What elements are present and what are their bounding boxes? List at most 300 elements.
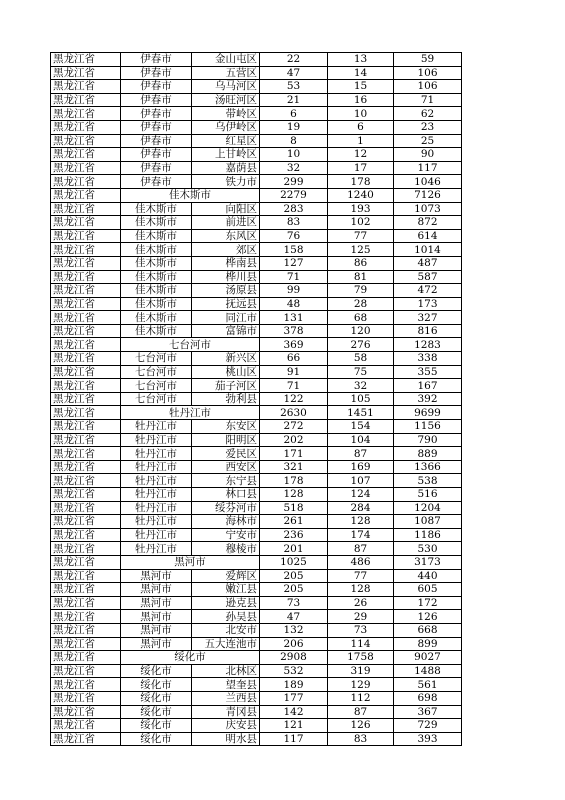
value-cell-1: 142 bbox=[260, 705, 328, 719]
value-cell-2: 125 bbox=[328, 243, 394, 257]
province-cell: 黑龙江省 bbox=[51, 216, 121, 230]
city-cell: 佳木斯市 bbox=[121, 202, 192, 216]
table-row bbox=[51, 270, 462, 284]
value-cell-2: 32 bbox=[328, 379, 394, 393]
city-cell: 七台河市 bbox=[121, 365, 192, 379]
value-cell-2: 120 bbox=[328, 324, 394, 338]
province-cell: 黑龙江省 bbox=[51, 610, 121, 624]
city-cell: 伊春市 bbox=[121, 107, 192, 121]
value-cell-2: 174 bbox=[328, 528, 394, 542]
city-total-cell: 黑河市 bbox=[121, 555, 260, 569]
district-cell: 孙吴县 bbox=[192, 610, 260, 624]
city-cell: 黑河市 bbox=[121, 637, 192, 651]
value-cell-3: 23 bbox=[394, 120, 462, 134]
value-cell-3: 71 bbox=[394, 93, 462, 107]
province-cell: 黑龙江省 bbox=[51, 324, 121, 338]
table-body bbox=[51, 53, 462, 746]
province-cell: 黑龙江省 bbox=[51, 488, 121, 502]
table-row bbox=[51, 379, 462, 393]
table-row bbox=[51, 501, 462, 515]
province-cell: 黑龙江省 bbox=[51, 433, 121, 447]
city-total-row bbox=[51, 406, 462, 420]
district-cell: 爱辉区 bbox=[192, 569, 260, 583]
city-cell: 黑河市 bbox=[121, 596, 192, 610]
value-cell-1: 261 bbox=[260, 515, 328, 529]
province-cell: 黑龙江省 bbox=[51, 474, 121, 488]
district-cell: 嘉荫县 bbox=[192, 161, 260, 175]
value-cell-3: 117 bbox=[394, 161, 462, 175]
value-cell-1: 19 bbox=[260, 120, 328, 134]
table-row bbox=[51, 66, 462, 80]
city-total-row bbox=[51, 651, 462, 665]
value-cell-3: 729 bbox=[394, 719, 462, 733]
value-cell-3: 90 bbox=[394, 148, 462, 162]
value-cell-2: 107 bbox=[328, 474, 394, 488]
value-cell-3: 561 bbox=[394, 678, 462, 692]
value-cell-1: 21 bbox=[260, 93, 328, 107]
table-row bbox=[51, 324, 462, 338]
city-cell: 黑河市 bbox=[121, 610, 192, 624]
province-cell: 黑龙江省 bbox=[51, 365, 121, 379]
city-cell: 绥化市 bbox=[121, 705, 192, 719]
value-cell-2: 169 bbox=[328, 460, 394, 474]
value-cell-2: 124 bbox=[328, 488, 394, 502]
district-cell: 明水县 bbox=[192, 732, 260, 746]
value-cell-2: 87 bbox=[328, 542, 394, 556]
value-cell-3: 605 bbox=[394, 583, 462, 597]
value-cell-2: 1451 bbox=[328, 406, 394, 420]
province-cell: 黑龙江省 bbox=[51, 175, 121, 189]
value-cell-1: 47 bbox=[260, 66, 328, 80]
value-cell-1: 202 bbox=[260, 433, 328, 447]
table-row bbox=[51, 93, 462, 107]
city-cell: 佳木斯市 bbox=[121, 256, 192, 270]
value-cell-1: 53 bbox=[260, 80, 328, 94]
district-cell: 望奎县 bbox=[192, 678, 260, 692]
value-cell-1: 2630 bbox=[260, 406, 328, 420]
province-cell: 黑龙江省 bbox=[51, 583, 121, 597]
city-cell: 伊春市 bbox=[121, 93, 192, 107]
table-row bbox=[51, 664, 462, 678]
district-cell: 穆棱市 bbox=[192, 542, 260, 556]
value-cell-1: 76 bbox=[260, 229, 328, 243]
value-cell-2: 178 bbox=[328, 175, 394, 189]
table-row bbox=[51, 420, 462, 434]
district-cell: 乌马河区 bbox=[192, 80, 260, 94]
province-cell: 黑龙江省 bbox=[51, 651, 121, 665]
value-cell-1: 73 bbox=[260, 596, 328, 610]
value-cell-2: 1240 bbox=[328, 188, 394, 202]
district-cell: 桃山区 bbox=[192, 365, 260, 379]
district-cell: 汤旺河区 bbox=[192, 93, 260, 107]
city-total-cell: 七台河市 bbox=[121, 338, 260, 352]
data-table bbox=[50, 52, 462, 746]
value-cell-1: 171 bbox=[260, 447, 328, 461]
value-cell-3: 1156 bbox=[394, 420, 462, 434]
city-cell: 黑河市 bbox=[121, 569, 192, 583]
value-cell-3: 106 bbox=[394, 80, 462, 94]
value-cell-3: 1014 bbox=[394, 243, 462, 257]
city-cell: 绥化市 bbox=[121, 719, 192, 733]
district-cell: 铁力市 bbox=[192, 175, 260, 189]
district-cell: 五营区 bbox=[192, 66, 260, 80]
table-row bbox=[51, 392, 462, 406]
district-cell: 阳明区 bbox=[192, 433, 260, 447]
value-cell-1: 127 bbox=[260, 256, 328, 270]
value-cell-1: 32 bbox=[260, 161, 328, 175]
province-cell: 黑龙江省 bbox=[51, 623, 121, 637]
value-cell-3: 472 bbox=[394, 284, 462, 298]
district-cell: 同江市 bbox=[192, 311, 260, 325]
value-cell-1: 532 bbox=[260, 664, 328, 678]
value-cell-2: 276 bbox=[328, 338, 394, 352]
city-cell: 黑河市 bbox=[121, 583, 192, 597]
value-cell-3: 872 bbox=[394, 216, 462, 230]
value-cell-3: 538 bbox=[394, 474, 462, 488]
value-cell-3: 516 bbox=[394, 488, 462, 502]
city-cell: 牡丹江市 bbox=[121, 420, 192, 434]
value-cell-3: 62 bbox=[394, 107, 462, 121]
city-total-cell: 牡丹江市 bbox=[121, 406, 260, 420]
value-cell-1: 178 bbox=[260, 474, 328, 488]
district-cell: 兰西县 bbox=[192, 691, 260, 705]
value-cell-2: 15 bbox=[328, 80, 394, 94]
district-cell: 海林市 bbox=[192, 515, 260, 529]
value-cell-3: 355 bbox=[394, 365, 462, 379]
province-cell: 黑龙江省 bbox=[51, 120, 121, 134]
value-cell-1: 99 bbox=[260, 284, 328, 298]
district-cell: 富锦市 bbox=[192, 324, 260, 338]
city-cell: 佳木斯市 bbox=[121, 270, 192, 284]
table-row bbox=[51, 623, 462, 637]
province-cell: 黑龙江省 bbox=[51, 569, 121, 583]
value-cell-3: 487 bbox=[394, 256, 462, 270]
district-cell: 北林区 bbox=[192, 664, 260, 678]
table-row bbox=[51, 352, 462, 366]
city-cell: 绥化市 bbox=[121, 664, 192, 678]
province-cell: 黑龙江省 bbox=[51, 202, 121, 216]
value-cell-1: 131 bbox=[260, 311, 328, 325]
table-row bbox=[51, 637, 462, 651]
value-cell-3: 440 bbox=[394, 569, 462, 583]
city-cell: 伊春市 bbox=[121, 161, 192, 175]
province-cell: 黑龙江省 bbox=[51, 352, 121, 366]
value-cell-2: 193 bbox=[328, 202, 394, 216]
city-total-row bbox=[51, 338, 462, 352]
city-cell: 牡丹江市 bbox=[121, 528, 192, 542]
province-cell: 黑龙江省 bbox=[51, 134, 121, 148]
value-cell-2: 26 bbox=[328, 596, 394, 610]
province-cell: 黑龙江省 bbox=[51, 66, 121, 80]
value-cell-1: 177 bbox=[260, 691, 328, 705]
province-cell: 黑龙江省 bbox=[51, 447, 121, 461]
value-cell-1: 189 bbox=[260, 678, 328, 692]
province-cell: 黑龙江省 bbox=[51, 664, 121, 678]
province-cell: 黑龙江省 bbox=[51, 555, 121, 569]
table-row bbox=[51, 596, 462, 610]
district-cell: 逊克县 bbox=[192, 596, 260, 610]
province-cell: 黑龙江省 bbox=[51, 379, 121, 393]
province-cell: 黑龙江省 bbox=[51, 596, 121, 610]
city-cell: 牡丹江市 bbox=[121, 474, 192, 488]
value-cell-2: 87 bbox=[328, 447, 394, 461]
city-cell: 佳木斯市 bbox=[121, 297, 192, 311]
value-cell-1: 66 bbox=[260, 352, 328, 366]
value-cell-2: 79 bbox=[328, 284, 394, 298]
district-cell: 庆安县 bbox=[192, 719, 260, 733]
value-cell-1: 158 bbox=[260, 243, 328, 257]
province-cell: 黑龙江省 bbox=[51, 311, 121, 325]
table-row bbox=[51, 148, 462, 162]
value-cell-1: 8 bbox=[260, 134, 328, 148]
value-cell-2: 87 bbox=[328, 705, 394, 719]
value-cell-1: 22 bbox=[260, 53, 328, 67]
district-cell: 五大连池市 bbox=[192, 637, 260, 651]
value-cell-3: 59 bbox=[394, 53, 462, 67]
value-cell-1: 83 bbox=[260, 216, 328, 230]
value-cell-2: 1 bbox=[328, 134, 394, 148]
value-cell-2: 10 bbox=[328, 107, 394, 121]
district-cell: 桦南县 bbox=[192, 256, 260, 270]
value-cell-3: 790 bbox=[394, 433, 462, 447]
value-cell-1: 121 bbox=[260, 719, 328, 733]
value-cell-1: 236 bbox=[260, 528, 328, 542]
district-cell: 新兴区 bbox=[192, 352, 260, 366]
value-cell-2: 154 bbox=[328, 420, 394, 434]
value-cell-3: 614 bbox=[394, 229, 462, 243]
city-cell: 伊春市 bbox=[121, 66, 192, 80]
province-cell: 黑龙江省 bbox=[51, 392, 121, 406]
value-cell-2: 13 bbox=[328, 53, 394, 67]
value-cell-2: 68 bbox=[328, 311, 394, 325]
city-cell: 绥化市 bbox=[121, 678, 192, 692]
province-cell: 黑龙江省 bbox=[51, 53, 121, 67]
value-cell-3: 392 bbox=[394, 392, 462, 406]
value-cell-2: 128 bbox=[328, 583, 394, 597]
table-row bbox=[51, 53, 462, 67]
value-cell-1: 117 bbox=[260, 732, 328, 746]
city-cell: 伊春市 bbox=[121, 120, 192, 134]
province-cell: 黑龙江省 bbox=[51, 637, 121, 651]
value-cell-2: 28 bbox=[328, 297, 394, 311]
value-cell-2: 319 bbox=[328, 664, 394, 678]
district-cell: 汤原县 bbox=[192, 284, 260, 298]
value-cell-2: 129 bbox=[328, 678, 394, 692]
table-row bbox=[51, 256, 462, 270]
value-cell-2: 73 bbox=[328, 623, 394, 637]
province-cell: 黑龙江省 bbox=[51, 678, 121, 692]
province-cell: 黑龙江省 bbox=[51, 691, 121, 705]
city-cell: 佳木斯市 bbox=[121, 243, 192, 257]
table-row bbox=[51, 120, 462, 134]
table-row bbox=[51, 80, 462, 94]
table-row bbox=[51, 569, 462, 583]
table-row bbox=[51, 216, 462, 230]
table-row bbox=[51, 175, 462, 189]
value-cell-3: 7126 bbox=[394, 188, 462, 202]
district-cell: 郊区 bbox=[192, 243, 260, 257]
value-cell-2: 126 bbox=[328, 719, 394, 733]
table-row bbox=[51, 515, 462, 529]
value-cell-3: 816 bbox=[394, 324, 462, 338]
table-row bbox=[51, 243, 462, 257]
city-cell: 佳木斯市 bbox=[121, 216, 192, 230]
value-cell-3: 1073 bbox=[394, 202, 462, 216]
value-cell-1: 518 bbox=[260, 501, 328, 515]
table-row bbox=[51, 610, 462, 624]
district-cell: 西安区 bbox=[192, 460, 260, 474]
table-row bbox=[51, 134, 462, 148]
value-cell-3: 668 bbox=[394, 623, 462, 637]
city-cell: 黑河市 bbox=[121, 623, 192, 637]
value-cell-2: 112 bbox=[328, 691, 394, 705]
province-cell: 黑龙江省 bbox=[51, 243, 121, 257]
city-total-cell: 佳木斯市 bbox=[121, 188, 260, 202]
value-cell-1: 128 bbox=[260, 488, 328, 502]
city-total-cell: 绥化市 bbox=[121, 651, 260, 665]
province-cell: 黑龙江省 bbox=[51, 420, 121, 434]
value-cell-2: 14 bbox=[328, 66, 394, 80]
table-row bbox=[51, 202, 462, 216]
district-cell: 桦川县 bbox=[192, 270, 260, 284]
value-cell-3: 1204 bbox=[394, 501, 462, 515]
district-cell: 上甘岭区 bbox=[192, 148, 260, 162]
table-row bbox=[51, 719, 462, 733]
value-cell-3: 167 bbox=[394, 379, 462, 393]
province-cell: 黑龙江省 bbox=[51, 460, 121, 474]
city-cell: 七台河市 bbox=[121, 392, 192, 406]
city-cell: 牡丹江市 bbox=[121, 542, 192, 556]
province-cell: 黑龙江省 bbox=[51, 256, 121, 270]
value-cell-3: 126 bbox=[394, 610, 462, 624]
value-cell-1: 6 bbox=[260, 107, 328, 121]
value-cell-3: 393 bbox=[394, 732, 462, 746]
district-cell: 金山屯区 bbox=[192, 53, 260, 67]
value-cell-1: 378 bbox=[260, 324, 328, 338]
district-cell: 抚远县 bbox=[192, 297, 260, 311]
value-cell-1: 283 bbox=[260, 202, 328, 216]
value-cell-1: 71 bbox=[260, 379, 328, 393]
value-cell-2: 77 bbox=[328, 569, 394, 583]
district-cell: 爱民区 bbox=[192, 447, 260, 461]
district-cell: 乌伊岭区 bbox=[192, 120, 260, 134]
value-cell-1: 48 bbox=[260, 297, 328, 311]
province-cell: 黑龙江省 bbox=[51, 188, 121, 202]
value-cell-3: 172 bbox=[394, 596, 462, 610]
value-cell-3: 367 bbox=[394, 705, 462, 719]
value-cell-1: 205 bbox=[260, 569, 328, 583]
value-cell-2: 102 bbox=[328, 216, 394, 230]
value-cell-2: 81 bbox=[328, 270, 394, 284]
value-cell-3: 173 bbox=[394, 297, 462, 311]
city-cell: 伊春市 bbox=[121, 148, 192, 162]
city-total-row bbox=[51, 555, 462, 569]
table-row bbox=[51, 311, 462, 325]
district-cell: 绥芬河市 bbox=[192, 501, 260, 515]
province-cell: 黑龙江省 bbox=[51, 161, 121, 175]
value-cell-1: 321 bbox=[260, 460, 328, 474]
table-row bbox=[51, 583, 462, 597]
value-cell-2: 128 bbox=[328, 515, 394, 529]
district-cell: 前进区 bbox=[192, 216, 260, 230]
province-cell: 黑龙江省 bbox=[51, 542, 121, 556]
province-cell: 黑龙江省 bbox=[51, 229, 121, 243]
district-cell: 林口县 bbox=[192, 488, 260, 502]
city-cell: 佳木斯市 bbox=[121, 324, 192, 338]
value-cell-1: 369 bbox=[260, 338, 328, 352]
value-cell-3: 899 bbox=[394, 637, 462, 651]
value-cell-3: 9027 bbox=[394, 651, 462, 665]
value-cell-1: 71 bbox=[260, 270, 328, 284]
table-row bbox=[51, 732, 462, 746]
province-cell: 黑龙江省 bbox=[51, 719, 121, 733]
city-cell: 绥化市 bbox=[121, 732, 192, 746]
value-cell-2: 12 bbox=[328, 148, 394, 162]
value-cell-1: 201 bbox=[260, 542, 328, 556]
value-cell-2: 17 bbox=[328, 161, 394, 175]
city-cell: 七台河市 bbox=[121, 352, 192, 366]
value-cell-2: 77 bbox=[328, 229, 394, 243]
value-cell-3: 9699 bbox=[394, 406, 462, 420]
value-cell-2: 6 bbox=[328, 120, 394, 134]
value-cell-2: 1758 bbox=[328, 651, 394, 665]
province-cell: 黑龙江省 bbox=[51, 80, 121, 94]
value-cell-2: 58 bbox=[328, 352, 394, 366]
city-cell: 牡丹江市 bbox=[121, 460, 192, 474]
city-total-row bbox=[51, 188, 462, 202]
table-row bbox=[51, 460, 462, 474]
city-cell: 伊春市 bbox=[121, 80, 192, 94]
value-cell-3: 327 bbox=[394, 311, 462, 325]
value-cell-1: 91 bbox=[260, 365, 328, 379]
province-cell: 黑龙江省 bbox=[51, 284, 121, 298]
value-cell-1: 1025 bbox=[260, 555, 328, 569]
value-cell-2: 16 bbox=[328, 93, 394, 107]
province-cell: 黑龙江省 bbox=[51, 148, 121, 162]
city-cell: 佳木斯市 bbox=[121, 229, 192, 243]
city-cell: 绥化市 bbox=[121, 691, 192, 705]
city-cell: 牡丹江市 bbox=[121, 501, 192, 515]
value-cell-1: 132 bbox=[260, 623, 328, 637]
value-cell-3: 338 bbox=[394, 352, 462, 366]
district-cell: 茄子河区 bbox=[192, 379, 260, 393]
value-cell-2: 105 bbox=[328, 392, 394, 406]
table-row bbox=[51, 284, 462, 298]
value-cell-3: 1087 bbox=[394, 515, 462, 529]
district-cell: 北安市 bbox=[192, 623, 260, 637]
table-row bbox=[51, 447, 462, 461]
city-cell: 伊春市 bbox=[121, 175, 192, 189]
district-cell: 宁安市 bbox=[192, 528, 260, 542]
value-cell-1: 299 bbox=[260, 175, 328, 189]
table-row bbox=[51, 229, 462, 243]
value-cell-2: 486 bbox=[328, 555, 394, 569]
table-row bbox=[51, 678, 462, 692]
city-cell: 佳木斯市 bbox=[121, 284, 192, 298]
value-cell-1: 122 bbox=[260, 392, 328, 406]
city-cell: 牡丹江市 bbox=[121, 488, 192, 502]
city-cell: 牡丹江市 bbox=[121, 433, 192, 447]
value-cell-3: 1186 bbox=[394, 528, 462, 542]
value-cell-2: 83 bbox=[328, 732, 394, 746]
table-row bbox=[51, 107, 462, 121]
province-cell: 黑龙江省 bbox=[51, 515, 121, 529]
city-cell: 七台河市 bbox=[121, 379, 192, 393]
city-cell: 佳木斯市 bbox=[121, 311, 192, 325]
city-cell: 牡丹江市 bbox=[121, 515, 192, 529]
value-cell-2: 29 bbox=[328, 610, 394, 624]
city-cell: 伊春市 bbox=[121, 134, 192, 148]
